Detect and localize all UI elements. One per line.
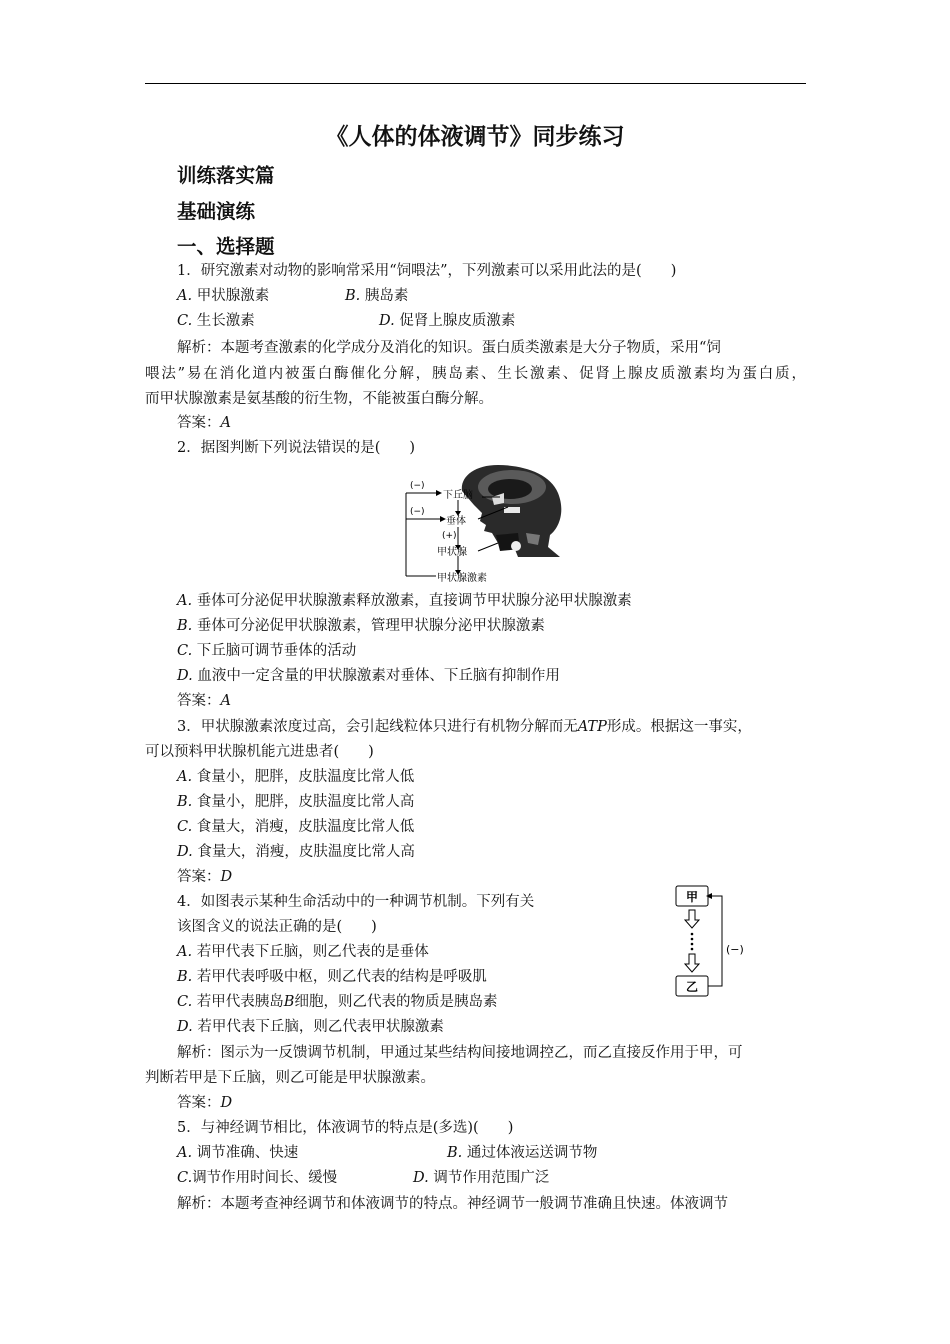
label-positive: (+): [442, 531, 457, 541]
q3-option-d: D. 食量大，消瘦，皮肤温度比常人高: [177, 844, 415, 860]
q5-explanation-1: 解析：本题考查神经调节和体液调节的特点。神经调节一般调节准确且快速。体液调节: [177, 1196, 728, 1212]
q5-option-c: C.调节作用时间长、缓慢: [177, 1170, 338, 1186]
endocrine-diagram: [400, 463, 590, 589]
hollow-arrow-2: [685, 954, 699, 972]
q3-option-a: A. 食量小，肥胖，皮肤温度比常人低: [177, 769, 415, 785]
q2-option-c: C. 下丘脑可调节垂体的活动: [177, 643, 357, 659]
q3-option-c: C. 食量大，消瘦，皮肤温度比常人低: [177, 819, 415, 835]
section-heading-choice: 一、选择题: [177, 235, 275, 258]
q1-option-c: C. 生长激素: [177, 313, 255, 329]
q3-stem-2: 可以预料甲状腺机能亢进患者( ): [145, 744, 374, 760]
feedback-diagram: [668, 882, 764, 1000]
label-negative-1: (−): [410, 481, 425, 491]
q4-explanation-1: 解析：图示为一反馈调节机制，甲通过某些结构间接地调控乙，而乙直接反作用于甲，可: [177, 1045, 743, 1061]
q4-stem-1: 4．如图表示某种生命活动中的一种调节机制。下列有关: [177, 894, 535, 910]
q1-explanation-2: 喂法”易在消化道内被蛋白酶催化分解，胰岛素、生长激素、促肾上腺皮质激素均为蛋白质，: [145, 366, 806, 382]
feedback-line: [708, 896, 722, 986]
label-negative: (−): [726, 943, 744, 956]
q1-option-a: A. 甲状腺激素: [177, 288, 270, 304]
dotted-connector: [691, 933, 694, 951]
label-yi: 乙: [685, 980, 699, 994]
q4-stem-2: 该图含义的说法正确的是( ): [177, 919, 377, 935]
label-thyroid-hormone: 甲状腺激素: [437, 573, 487, 584]
q5-option-d: D. 调节作用范围广泛: [413, 1170, 550, 1186]
q2-option-a: A. 垂体可分泌促甲状腺激素释放激素，直接调节甲状腺分泌甲状腺激素: [177, 593, 632, 609]
q3-stem-1: 3．甲状腺激素浓度过高，会引起线粒体只进行有机物分解而无ATP形成。根据这一事实，: [177, 719, 752, 735]
page-title: 《人体的体液调节》同步练习: [325, 124, 625, 150]
q2-option-b: B. 垂体可分泌促甲状腺激素，管理甲状腺分泌甲状腺激素: [177, 618, 545, 634]
q2-stem: 2．据图判断下列说法错误的是( ): [177, 440, 416, 456]
q4-answer: 答案：D: [177, 1095, 233, 1111]
q5-option-a: A. 调节准确、快速: [177, 1145, 299, 1161]
hollow-arrow-1: [685, 910, 699, 928]
q1-stem: 1．研究激素对动物的影响常采用“饲喂法”，下列激素可以采用此法的是( ): [177, 263, 677, 279]
q5-stem: 5．与神经调节相比，体液调节的特点是(多选)( ): [177, 1120, 514, 1136]
label-thyroid: 甲状腺: [437, 547, 467, 558]
q2-answer: 答案：A: [177, 693, 231, 709]
section-heading-training: 训练落实篇: [177, 164, 275, 187]
q1-option-b: B. 胰岛素: [345, 288, 409, 304]
q3-option-b: B. 食量小，肥胖，皮肤温度比常人高: [177, 794, 415, 810]
q1-explanation-3: 而甲状腺激素是氨基酸的衍生物，不能被蛋白酶分解。: [145, 391, 493, 407]
label-negative-2: (−): [410, 507, 425, 517]
q3-answer: 答案：D: [177, 869, 233, 885]
label-jia: 甲: [685, 890, 699, 904]
head-silhouette: [462, 465, 562, 557]
q4-explanation-2: 判断若甲是下丘脑，则乙可能是甲状腺激素。: [145, 1070, 435, 1086]
header-rule: [145, 83, 806, 84]
label-pituitary: 垂体: [446, 516, 466, 527]
q1-option-d: D. 促肾上腺皮质激素: [379, 313, 516, 329]
q4-option-d: D. 若甲代表下丘脑，则乙代表甲状腺激素: [177, 1019, 444, 1035]
q4-option-a: A. 若甲代表下丘脑，则乙代表的是垂体: [177, 944, 429, 960]
q5-option-b: B. 通过体液运送调节物: [447, 1145, 598, 1161]
q1-explanation-1: 解析：本题考查激素的化学成分及消化的知识。蛋白质类激素是大分子物质，采用“饲: [177, 340, 721, 356]
label-hypothalamus: 下丘脑: [443, 490, 473, 501]
q4-option-c: C. 若甲代表胰岛B细胞，则乙代表的物质是胰岛素: [177, 994, 498, 1010]
q1-answer: 答案：A: [177, 415, 231, 431]
q4-option-b: B. 若甲代表呼吸中枢，则乙代表的结构是呼吸肌: [177, 969, 487, 985]
section-heading-basics: 基础演练: [177, 200, 256, 223]
q2-option-d: D. 血液中一定含量的甲状腺激素对垂体、下丘脑有抑制作用: [177, 668, 560, 684]
